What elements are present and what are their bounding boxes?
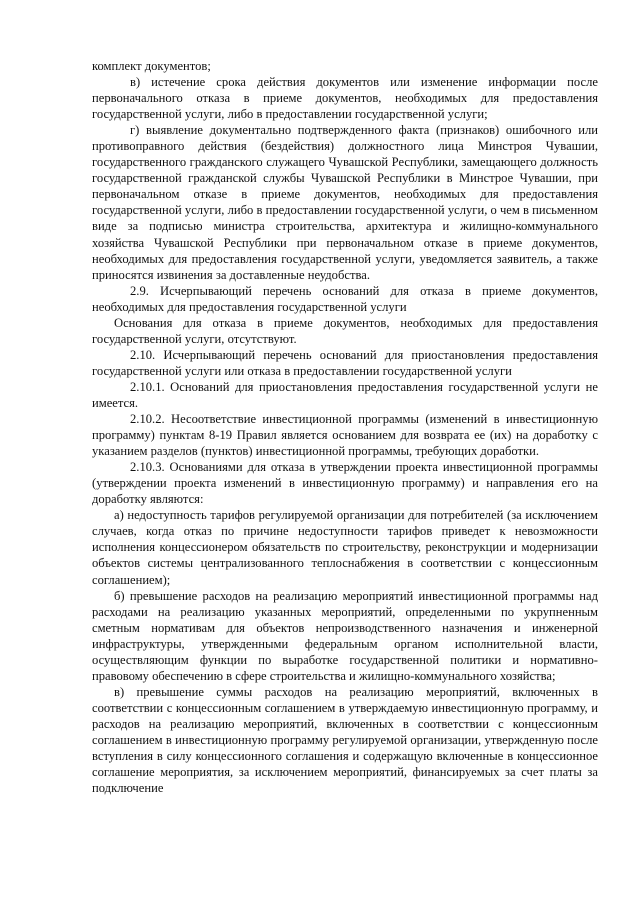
paragraph: в) истечение срока действия документов или изменение информации после первоначального отказа в приеме документов, необходимых для предоставления государственной услуги, либо в предоставлении государственной услуги; (92, 75, 598, 122)
document-page (92, 58, 598, 796)
list-item: а) недоступность тарифов регулируемой организации для потребителей (за исключением случаев, когда отказ по причине недоступности тарифов приведет к невозможности исполнения концессионером обязательств по строительству, реконструкции и модернизации объектов системы централизованного теплоснабжения в соответствии с концессионным соглашением); (92, 508, 598, 587)
paragraph: 2.10.2. Несоответствие инвестиционной программы (изменений в инвестиционную программу) пунктам 8-19 Правил является основанием для возврата ее (их) на доработку с указанием разделов (пунктов) инвестиционной программы, требующих доработки. (92, 412, 598, 459)
list-item: б) превышение расходов на реализацию мероприятий инвестиционной программы над расходами на реализацию указанных мероприятий, определенными по укрупненным сметным нормативам для объектов непроизводственного назначения и инженерной инфраструктуры, утвержденными федеральным органом исполнительной власти, осуществляющим функции по выработке государственной политики и нормативно-правовому обеспечению в сфере строительства и жилищно-коммунального хозяйства; (92, 588, 598, 683)
paragraph: 2.10.3. Основаниями для отказа в утверждении проекта инвестиционной программы (утверждении проекта изменений в инвестиционную программу) и направления его на доработку являются: (92, 460, 598, 507)
list-item: в) превышение суммы расходов на реализацию мероприятий, включенных в соответствии с концессионным соглашением в утверждаемую инвестиционную программу, и расходов на реализацию мероприятий, включенных в соответствии с концессионным соглашением в инвестиционную программу регулируемой организации, утвержденную после вступления в силу концессионного соглашения и содержащую включенные в концессионное соглашение мероприятия, за исключением мероприятий, финансируемых за счет платы за подключение (92, 684, 598, 796)
paragraph: Основания для отказа в приеме документов, необходимых для предоставления государственной услуги, отсутствуют. (92, 315, 598, 346)
paragraph: комплект документов; (92, 59, 211, 73)
paragraph: г) выявление документально подтвержденного факта (признаков) ошибочного или противоправного действия (бездействия) должностного лица Минстроя Чувашии, государственного гражданского служащего Чувашской Республики, замещающего должность государственной гражданской службы Чувашской Республики в Минстрое Чувашии, при первоначальном отказе в приеме документов, необходимых для предоставления государственной услуги, либо в предоставлении государственной услуги, о чем в письменном виде за подписью министра строительства, архитектура и жилищно-коммунального хозяйства Чувашской Республики при первоначальном отказе в приеме документов, необходимых для предоставления государственной услуги, уведомляется заявитель, а также приносятся извинения за доставленные неудобства. (92, 123, 598, 282)
section-heading: 2.9. Исчерпывающий перечень оснований для отказа в приеме документов, необходимых для предоставления государственной услуги (92, 283, 598, 314)
section-heading: 2.10. Исчерпывающий перечень оснований для приостановления предоставления государственной услуги или отказа в предоставлении государственной услуги (92, 347, 598, 378)
paragraph: 2.10.1. Оснований для приостановления предоставления государственной услуги не имеется. (92, 379, 598, 410)
